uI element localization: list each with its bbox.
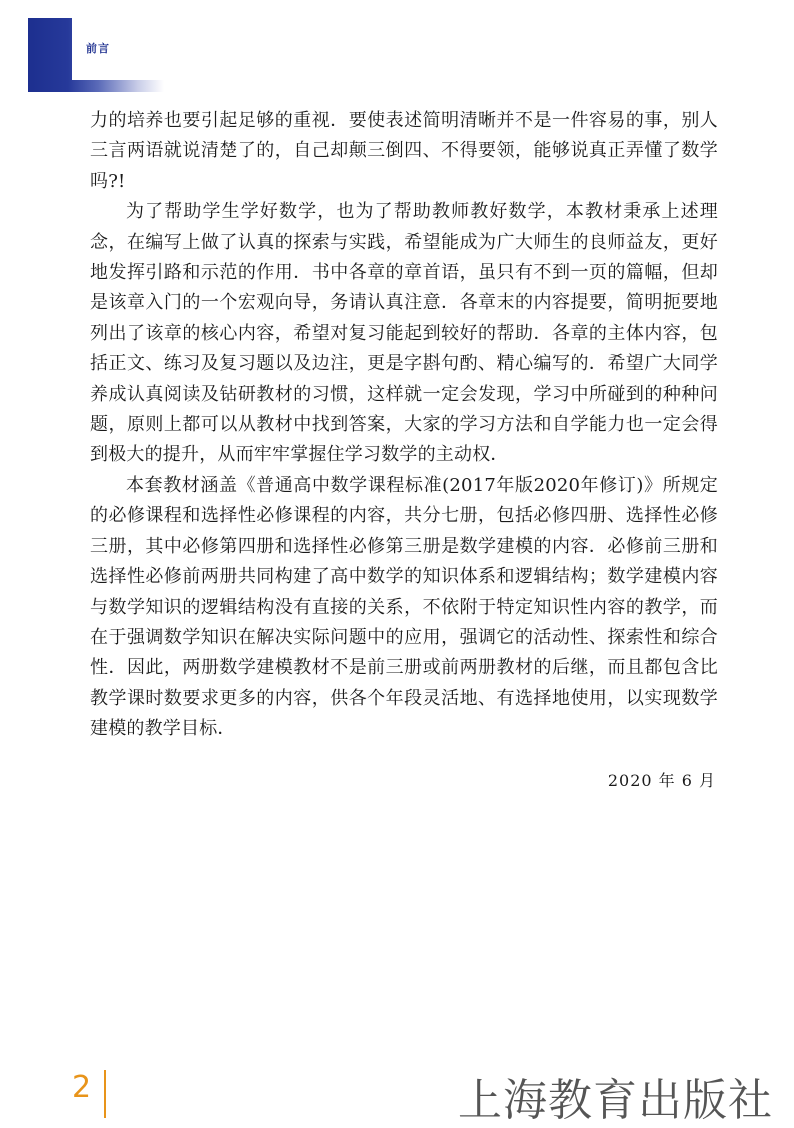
body-text	[90, 106, 718, 745]
publisher-name: 上海教育出版社	[458, 1075, 773, 1126]
page-divider	[104, 1070, 106, 1118]
page-number: 2	[72, 1070, 92, 1105]
paragraph-2: 为了帮助学生学好数学，也为了帮助教师教好数学，本教材秉承上述理念，在编写上做了认真的探索与实践，希望能成为广大师生的良师益友，更好地发挥引路和示范的作用．书中各章的章首语，虽只有不到一页的篇幅，但却是该章入门的一个宏观向导，务请认真注意．各章末的内容提要，简明扼要地列出了该章的核心内容，希望对复习能起到较好的帮助．各章的主体内容，包括正文、练习及复习题以及边注，更是字斟句酌、精心编写的．希望广大同学养成认真阅读及钻研教材的习惯，这样就一定会发现，学习中所碰到的种种问题，原则上都可以从教材中找到答案，大家的学习方法和自学能力也一定会得到极大的提升，从而牢牢掌握住学习数学的主动权．	[90, 201, 718, 466]
paragraph-1: 力的培养也要引起足够的重视．要使表述简明清晰并不是一件容易的事，别人三言两语就说清楚了的，自己却颠三倒四、不得要领，能够说真正弄懂了数学吗?!	[90, 110, 718, 192]
section-label: 前言	[86, 42, 110, 55]
preface-date: 2020 年 6 月	[607, 771, 716, 790]
paragraph-3: 本套教材涵盖《普通高中数学课程标准(2017年版2020年修订)》所规定的必修课程和选择性必修课程的内容，共分七册，包括必修四册、选择性必修三册，其中必修第四册和选择性必修第三册是数学建模的内容．必修前三册和选择性必修前两册共同构建了高中数学的知识体系和逻辑结构；数学建模内容与数学知识的逻辑结构没有直接的关系，不依附于特定知识性内容的教学，而在于强调数学知识在解决实际问题中的应用，强调它的活动性、探索性和综合性．因此，两册数学建模教材不是前三册或前两册教材的后继，而且都包含比教学课时数要求更多的内容，供各个年段灵活地、有选择地使用，以实现数学建模的教学目标．	[90, 474, 718, 740]
